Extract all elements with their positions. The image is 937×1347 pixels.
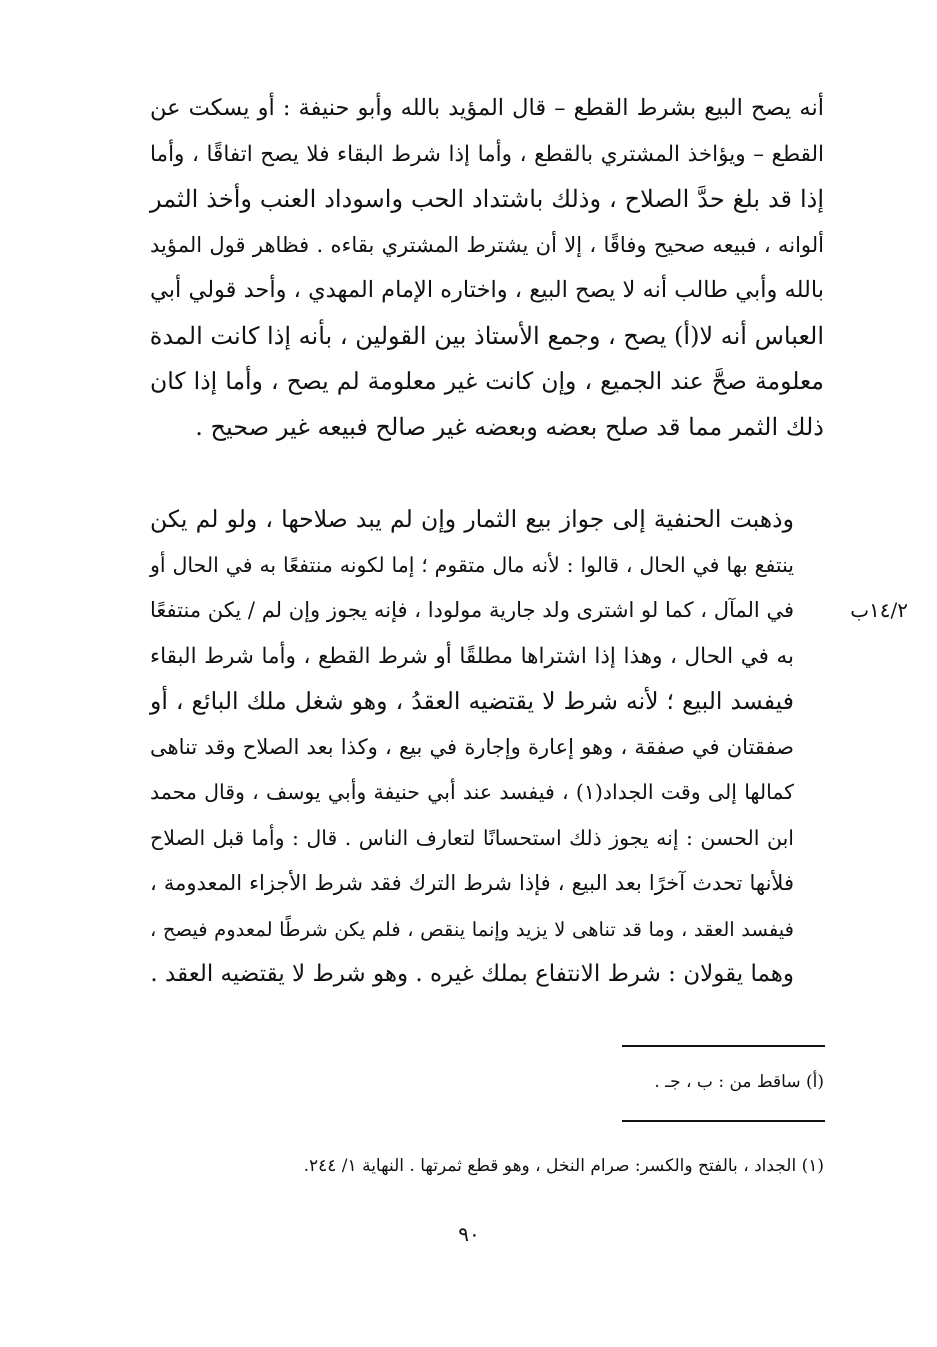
footnote-divider bbox=[622, 1120, 825, 1122]
numbered-footnote: (١) الجداد ، بالفتح والكسر: صرام النخل ، وهو قطع ثمرتها . النهاية ١/ ٢٤٤. bbox=[303, 1156, 824, 1176]
main-paragraph-2 bbox=[150, 497, 824, 998]
main-paragraph-1 bbox=[150, 86, 824, 450]
text-line: ألوانه ، فبيعه صحيح وفاقًا ، إلا أن يشترط المشتري بقاءه . فظاهر قول المؤيد bbox=[150, 232, 824, 257]
text-line: كمالها إلى وقت الجداد(١) ، فيفسد عند أبي حنيفة وأبي يوسف ، وقال محمد bbox=[150, 780, 794, 804]
text-line: ذلك الثمر مما قد صلح بعضه وبعضه غير صالح فبيعه غير صحيح . bbox=[195, 412, 824, 441]
text-line: معلومة صحَّ عند الجميع ، وإن كانت غير معلومة لم يصح ، وأما إذا كان bbox=[150, 367, 824, 395]
text-line: فيفسد العقد ، وما قد تناهى لا يزيد وإنما ينقص ، فلم يكن شرطًا لمعدوم فيصح ، bbox=[150, 917, 794, 941]
text-line: القطع – ويؤاخذ المشتري بالقطع ، وأما إذا شرط البقاء فلا يصح اتفاقًا ، وأما bbox=[150, 141, 824, 167]
footnote-divider bbox=[622, 1045, 825, 1047]
text-line: في المآل ، كما لو اشترى ولد جارية مولودا ، فإنه يجوز وإن لم / يكن منتفعًا bbox=[150, 598, 794, 622]
text-line: صفقتان في صفقة ، وهو إعارة وإجارة في بيع ، وكذا بعد الصلاح وقد تناهى bbox=[150, 734, 794, 759]
text-line: به في الحال ، وهذا إذا اشتراها مطلقًا أو شرط القطع ، وأما شرط البقاء bbox=[150, 643, 794, 669]
text-line: أنه يصح البيع بشرط القطع – قال المؤيد بالله وأبو حنيفة : أو يسكت عن bbox=[150, 95, 824, 121]
page-number: ٩٠ bbox=[458, 1222, 480, 1246]
text-line: ينتفع بها في الحال ، قالوا : لأنه مال متقوم ؛ إما لكونه منتفعًا به في الحال أو bbox=[150, 552, 794, 577]
manuscript-folio-marker: ١٤/٢ب bbox=[850, 598, 908, 622]
text-line: ابن الحسن : إنه يجوز ذلك استحسانًا لتعارف الناس . قال : وأما قبل الصلاح bbox=[150, 825, 794, 850]
text-line: إذا قد بلغ حدَّ الصلاح ، وذلك باشتداد الحب واسوداد العنب وأخذ الثمر bbox=[150, 185, 824, 213]
text-line: وهما يقولان : شرط الانتفاع بملك غيره . وهو شرط لا يقتضيه العقد . bbox=[150, 961, 794, 987]
text-line: العباس أنه لا(أ) يصح ، وجمع الأستاذ بين القولين ، بأنه إذا كانت المدة bbox=[149, 321, 824, 350]
text-line: وذهبت الحنفية إلى جواز بيع الثمار وإن لم يبد صلاحها ، ولو لم يكن bbox=[150, 505, 794, 533]
variant-footnote: (أ) ساقط من : ب ، جـ . bbox=[654, 1072, 824, 1092]
text-line: فلأنها تحدث آخرًا بعد البيع ، فإذا شرط الترك فقد شرط الأجزاء المعدومة ، bbox=[150, 871, 794, 895]
text-line: بالله وأبي طالب أنه لا يصح البيع ، واختاره الإمام المهدي ، وأحد قولي أبي bbox=[150, 277, 824, 303]
text-line: فيفسد البيع ؛ لأنه شرط لا يقتضيه العقدُ ، وهو شغل ملك البائع ، أو bbox=[150, 687, 794, 715]
